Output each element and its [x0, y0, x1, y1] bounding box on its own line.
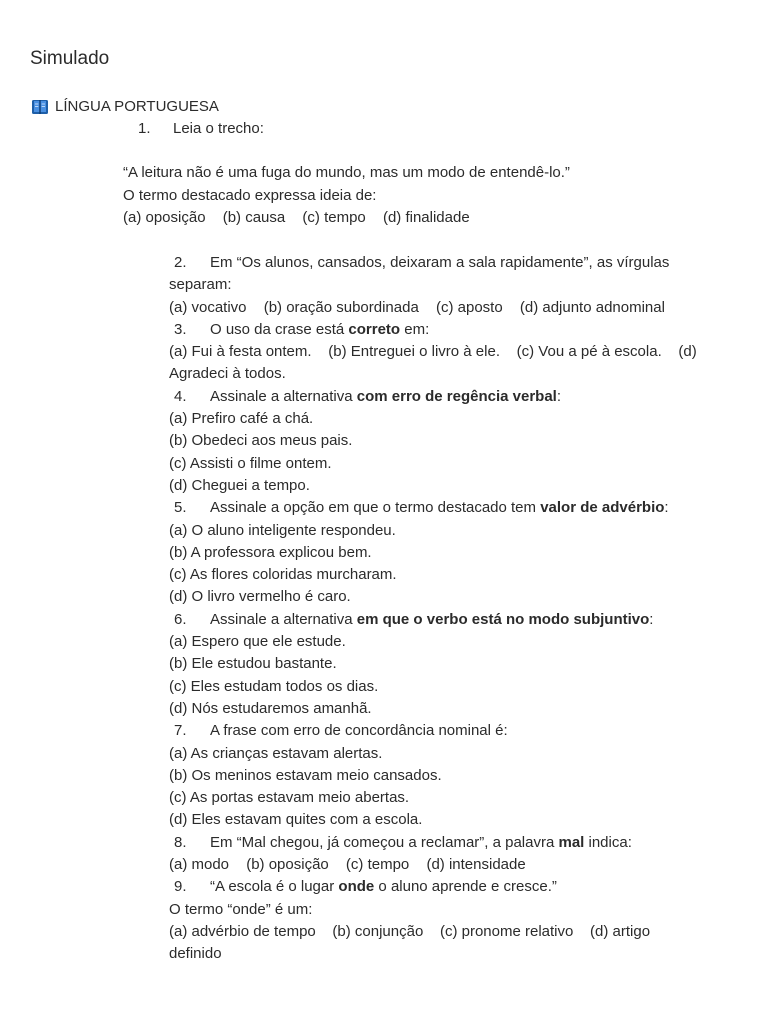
option-row	[169, 854, 744, 876]
page-title: Simulado	[30, 48, 110, 69]
question-text: “A escola é o lugar	[210, 878, 339, 896]
option-line: (a) advérbio de tempo (b) conjunção (c) pronome relativo (d) artigo	[169, 922, 651, 940]
question-4-header	[169, 386, 744, 408]
question-text-end: indica:	[584, 833, 632, 851]
question-number: 9.	[174, 878, 187, 896]
section-title: LÍNGUA PORTUGUESA	[55, 98, 219, 115]
question-emphasis: valor de advérbio	[540, 499, 665, 517]
option-a: (a) Prefiro café a chá.	[169, 410, 314, 428]
option-c: (c) Assisti o filme ontem.	[169, 454, 332, 472]
question-text: Assinale a alternativa	[210, 610, 357, 628]
blue-book-icon	[31, 98, 49, 116]
option-a: (a) modo	[169, 856, 230, 874]
option-row	[123, 207, 723, 230]
question-text-cont: O termo “onde” é um:	[169, 900, 313, 918]
question-number: 1.	[138, 120, 151, 137]
question-number: 7.	[174, 722, 187, 740]
question-1-body	[123, 162, 723, 230]
option-b: (b) A professora explicou bem.	[169, 543, 372, 561]
option-d: (d) O livro vermelho é caro.	[169, 588, 351, 606]
question-2-header	[169, 252, 744, 274]
option-row	[169, 297, 744, 319]
question-text: O termo destacado expressa ideia de:	[123, 186, 377, 204]
option-line-cont: definido	[169, 945, 222, 963]
question-number: 6.	[174, 610, 187, 628]
question-text: A frase com erro de concordância nominal é:	[210, 722, 508, 740]
question-3-header	[169, 319, 744, 341]
option-a: (a) oposição	[123, 209, 206, 226]
question-emphasis: em que o verbo está no modo subjuntivo	[356, 610, 650, 628]
question-emphasis: onde	[338, 878, 375, 896]
option-b: (b) Obedeci aos meus pais.	[169, 432, 353, 450]
option-b: (b) causa	[222, 209, 286, 226]
option-c: (c) Eles estudam todos os dias.	[169, 677, 379, 695]
option-a: (a) O aluno inteligente respondeu.	[169, 521, 396, 539]
question-1-header	[138, 118, 264, 140]
question-text: Em “Os alunos, cansados, deixaram a sala rapidamente”, as vírgulas	[210, 254, 670, 271]
question-text: Em “Mal chegou, já começou a reclamar”, a palavra	[210, 833, 559, 851]
option-d: (d) Cheguei a tempo.	[169, 476, 310, 494]
option-d: (d) intensidade	[426, 856, 526, 874]
option-d: (d) Eles estavam quites com a escola.	[169, 811, 423, 829]
question-text-end: em:	[400, 320, 430, 338]
question-list	[169, 252, 744, 966]
option-c: (c) aposto	[435, 298, 503, 316]
option-line: (a) Fui à festa ontem. (b) Entreguei o livro à ele. (c) Vou a pé à escola. (d)	[169, 343, 697, 361]
question-9-header	[169, 876, 744, 898]
question-5-header	[169, 497, 744, 519]
question-number: 3.	[174, 320, 187, 338]
question-number: 4.	[174, 387, 187, 405]
question-number: 8.	[174, 833, 187, 851]
option-c: (c) tempo	[345, 856, 410, 874]
question-7-header	[169, 720, 744, 742]
option-d: (d) Nós estudaremos amanhã.	[169, 699, 372, 717]
option-d: (d) finalidade	[382, 209, 470, 226]
question-emphasis: correto	[348, 320, 401, 338]
option-c: (c) As portas estavam meio abertas.	[169, 789, 410, 807]
option-b: (b) Os meninos estavam meio cansados.	[169, 766, 442, 784]
question-emphasis: com erro de regência verbal	[356, 387, 557, 405]
option-c: (c) tempo	[302, 209, 366, 226]
option-line-cont: Agradeci à todos.	[169, 365, 286, 383]
question-6-header	[169, 609, 744, 631]
question-text-cont: separam:	[169, 276, 232, 294]
option-b: (b) oração subordinada	[263, 298, 419, 316]
question-number: 2.	[174, 254, 187, 271]
option-a: (a) Espero que ele estude.	[169, 633, 346, 651]
question-text-end: :	[649, 610, 654, 628]
question-text: Assinale a opção em que o termo destacado tem	[210, 499, 541, 517]
question-number: 5.	[174, 499, 187, 517]
question-text-end: o aluno aprende e cresce.”	[374, 878, 557, 896]
question-text: Assinale a alternativa	[210, 387, 357, 405]
option-b: (b) Ele estudou bastante.	[169, 655, 337, 673]
option-a: (a) vocativo	[169, 298, 247, 316]
question-text: O uso da crase está	[210, 320, 349, 338]
section-header	[31, 96, 219, 118]
question-emphasis: mal	[558, 833, 585, 851]
quote-text: “A leitura não é uma fuga do mundo, mas um modo de entendê-lo.”	[123, 164, 570, 181]
option-d: (d) adjunto adnominal	[519, 298, 665, 316]
question-prompt: Leia o trecho:	[173, 120, 264, 137]
question-text-end: :	[664, 499, 669, 517]
option-c: (c) As flores coloridas murcharam.	[169, 566, 397, 584]
option-a: (a) As crianças estavam alertas.	[169, 744, 383, 762]
question-8-header	[169, 832, 744, 854]
question-text-end: :	[556, 387, 562, 405]
option-b: (b) oposição	[246, 856, 329, 874]
